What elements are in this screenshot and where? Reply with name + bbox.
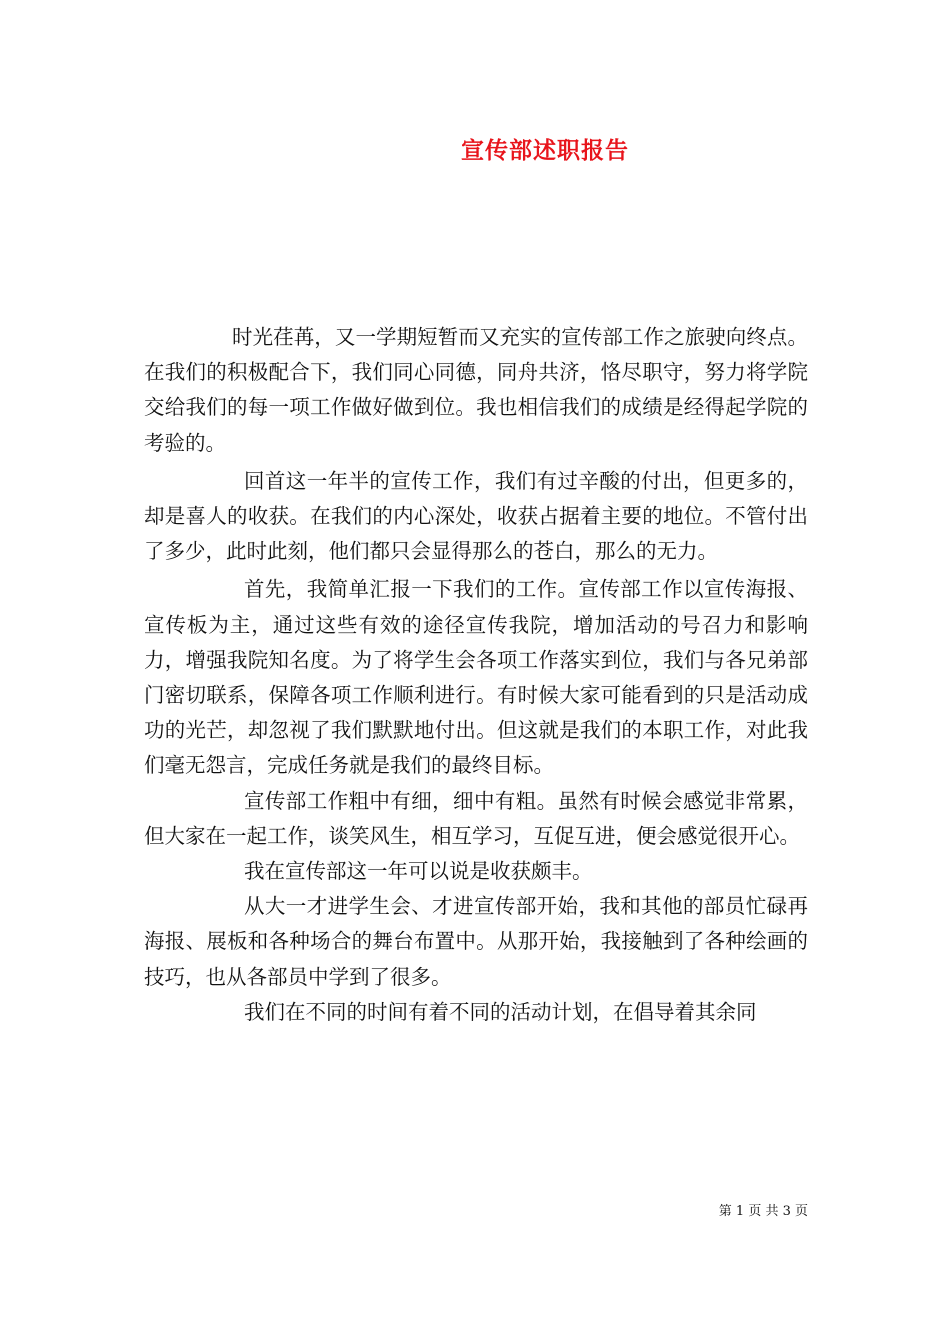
paragraph-7: 我们在不同的时间有着不同的活动计划，在倡导着其余同 xyxy=(244,999,757,1024)
document-body xyxy=(144,320,808,1030)
paragraph-2: 回首这一年半的宣传工作，我们有过辛酸的付出，但更多的，却是喜人的收获。在我们的内心深处，收获占据着主要的地位。不管付出了多少，此时此刻，他们都只会显得那么的苍白，那么的无力。 xyxy=(144,468,808,564)
document-title: 宣传部述职报告 xyxy=(461,137,629,164)
paragraph-1: 时光荏苒，又一学期短暂而又充实的宣传部工作之旅驶向终点。在我们的积极配合下，我们同心同德，同舟共济，恪尽职守，努力将学院交给我们的每一项工作做好做到位。我也相信我们的成绩是经得起学院的考验的。 xyxy=(144,325,808,455)
page-number-footer: 第 1 页 共 3 页 xyxy=(718,1204,808,1219)
paragraph-5: 我在宣传部这一年可以说是收获颇丰。 xyxy=(244,859,593,884)
paragraph-6: 从大一才进学生会、才进宣传部开始，我和其他的部员忙碌再海报、展板和各种场合的舞台布置中。从那开始，我接触到了各种绘画的技巧，也从各部员中学到了很多。 xyxy=(144,894,808,989)
paragraph-3: 首先，我简单汇报一下我们的工作。宣传部工作以宣传海报、宣传板为主，通过这些有效的途径宣传我院，增加活动的号召力和影响力，增强我院知名度。为了将学生会各项工作落实到位，我们与各兄弟部门密切联系，保障各项工作顺利进行。有时候大家可能看到的只是活动成功的光芒，却忽视了我们默默地付出。但这就是我们的本职工作，对此我们毫无怨言，完成任务就是我们的最终目标。 xyxy=(144,577,808,778)
paragraph-4: 宣传部工作粗中有细，细中有粗。虽然有时候会感觉非常累，但大家在一起工作，谈笑风生，相互学习，互促互进，便会感觉很开心。 xyxy=(144,788,808,848)
